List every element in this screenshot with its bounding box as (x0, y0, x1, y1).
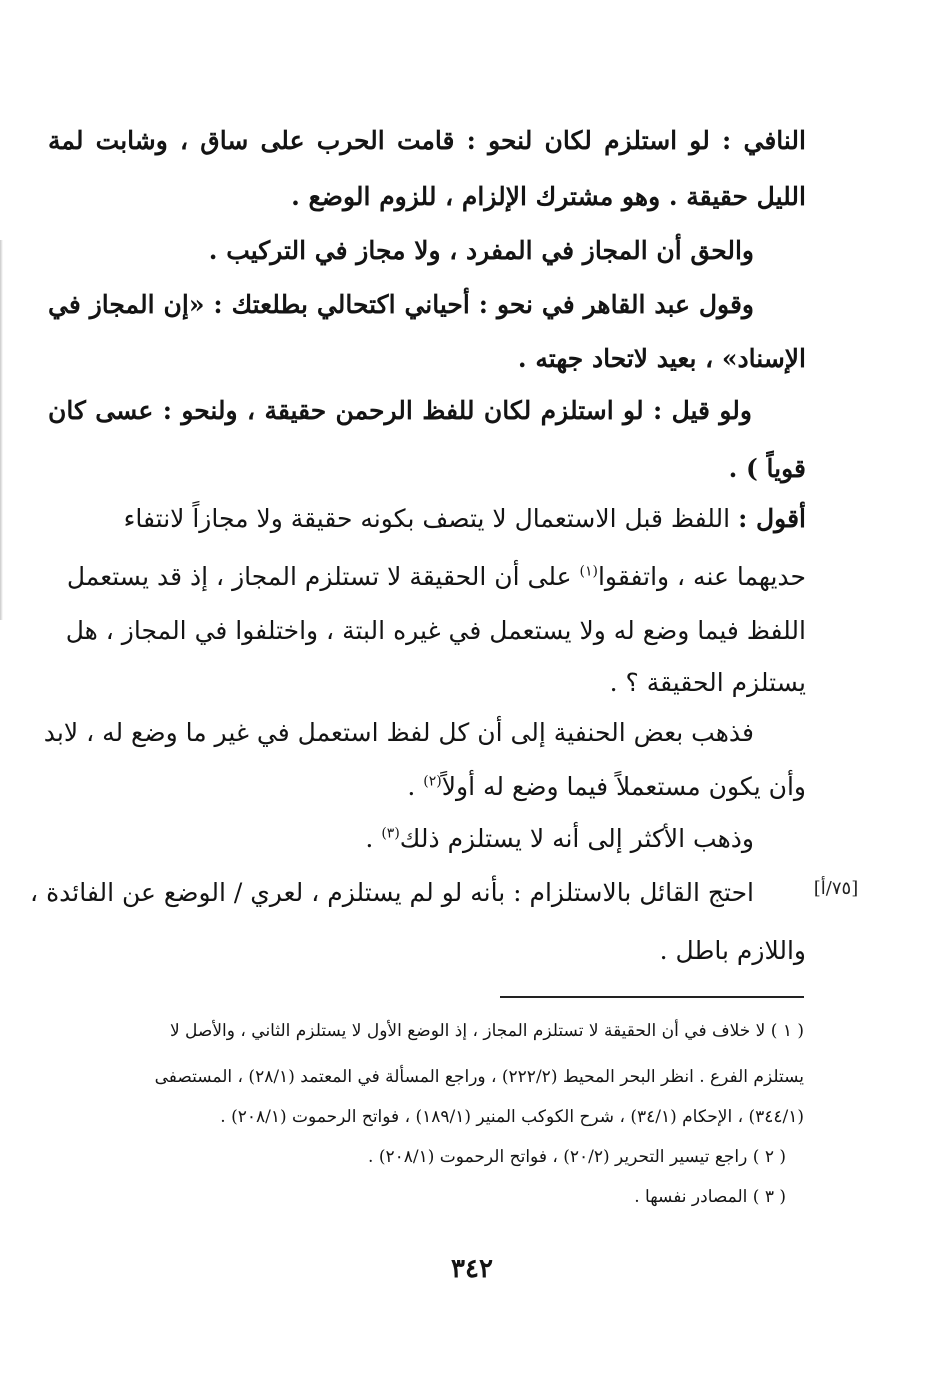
text-line-9-b: على أن الحقيقة لا تستلزم المجاز ، إذ قد يستعمل (66, 562, 580, 591)
footnote-line-4: ( ٢ ) راجع تيسير التحرير (٢٠/٢) ، فواتح الرحموت (٢٠٨/١) . (368, 1147, 786, 1167)
footnote-mark-2: (٢) (423, 773, 442, 790)
text-line-6: ولو قيل : لو استلزم لكان للفظ الرحمن حقيقة ، ولنحو : عسى كان (48, 396, 752, 425)
text-line-13 (48, 770, 806, 804)
text-line-7: قوياً ) . (728, 454, 806, 483)
text-line-15: احتج القائل بالاستلزام : بأنه لو لم يستلزم ، لعري / الوضع عن الفائدة ، (30, 878, 754, 907)
footnote-line-2: يستلزم الفرع . انظر البحر المحيط (٢٢٢/٢) ، وراجع المسألة في المعتمد (٢٨/١) ، المستصفى (154, 1067, 804, 1087)
manuscript-folio-marker: [٧٥/أ] (813, 878, 859, 899)
text-line-13-a: وأن يكون مستعملاً فيما وضع له أولاً (441, 772, 806, 801)
footnote-separator (500, 996, 804, 998)
page-number: ٣٤٢ (451, 1254, 493, 1284)
footnote-mark-1: (١) (579, 563, 598, 580)
text-line-5: الإسناد» ، بعيد لاتحاد جهته . (517, 344, 806, 373)
text-line-13-b: . (407, 772, 424, 801)
text-line-1: النافي : لو استلزم لكان لنحو : قامت الحرب على ساق ، وشابت لمة (48, 126, 806, 155)
text-line-14-b: . (365, 824, 382, 853)
text-line-10: اللفظ فيما وضع له ولا يستعمل في غيره البتة ، واختلفوا في المجاز ، هل (65, 616, 806, 645)
aqulu-label: أقول : (738, 504, 806, 533)
footnote-line-3: (٣٤٤/١) ، الإحكام (٣٤/١) ، شرح الكوكب المنير (١٨٩/١) ، فواتح الرحموت (٢٠٨/١) . (220, 1107, 804, 1127)
text-line-9 (48, 560, 806, 594)
text-line-11: يستلزم الحقيقة ؟ . (609, 668, 806, 697)
text-line-2: الليل حقيقة . وهو مشترك الإلزام ، للزوم الوضع . (291, 182, 806, 211)
text-line-8-body: اللفظ قبل الاستعمال لا يتصف بكونه حقيقة ولا مجازاً لانتفاء (123, 504, 731, 533)
footnote-mark-3: (٣) (381, 825, 400, 842)
footnote-line-5: ( ٣ ) المصادر نفسها . (634, 1187, 786, 1207)
text-line-12: فذهب بعض الحنفية إلى أن كل لفظ استعمل في غير ما وضع له ، لابد (43, 718, 754, 747)
text-line-8 (48, 502, 806, 536)
page-edge-shadow (0, 240, 3, 620)
text-line-4: وقول عبد القاهر في نحو : أحياني اكتحالي بطلعتك : «إن المجاز في (48, 290, 754, 319)
text-line-14 (48, 822, 806, 856)
text-line-16: واللازم باطل . (659, 936, 806, 965)
text-line-9-a: حديهما عنه ، واتفقوا (597, 562, 806, 591)
footnote-line-1: ( ١ ) لا خلاف في أن الحقيقة لا تستلزم المجاز ، إذ الوضع الأول لا يستلزم الثاني ، والأصل لا (169, 1021, 804, 1041)
text-line-3: والحق أن المجاز في المفرد ، ولا مجاز في التركيب . (208, 236, 754, 265)
text-line-14-a: وذهب الأكثر إلى أنه لا يستلزم ذلك (399, 824, 754, 853)
